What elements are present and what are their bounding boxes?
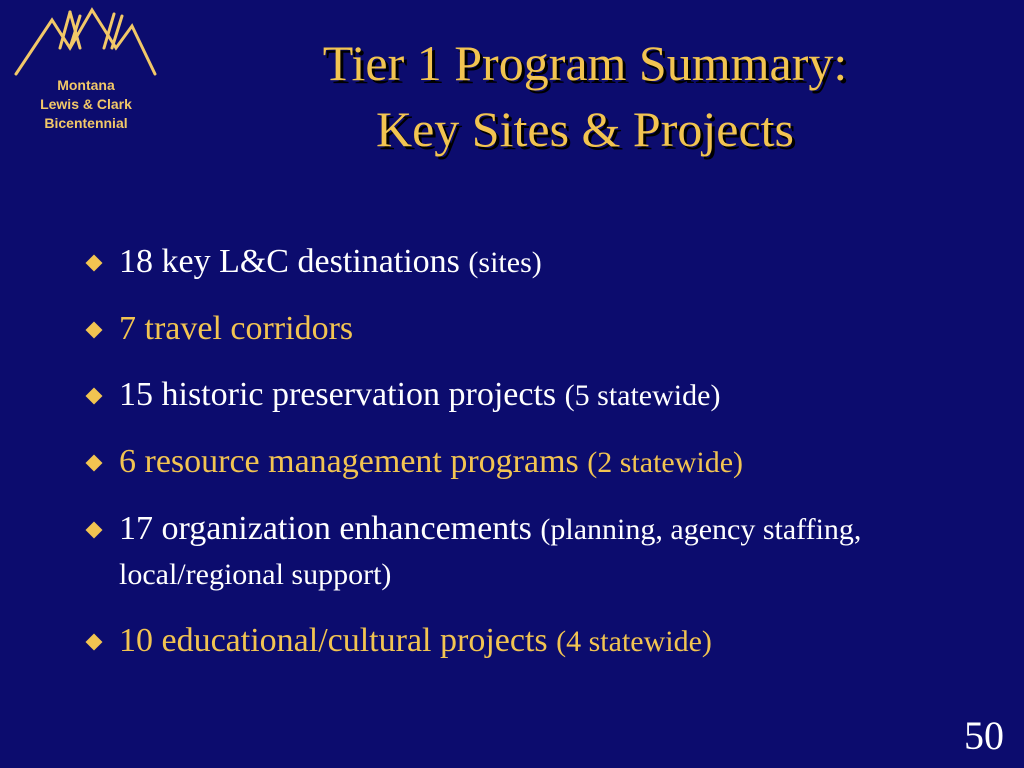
diamond-bullet-icon [86,634,102,650]
diamond-bullet-icon [86,455,102,471]
bullet-main: 10 educational/cultural projects [119,622,548,659]
bullet-item [82,373,1002,418]
bullet-list [82,240,1002,686]
bullet-item [82,240,1002,285]
diamond-bullet-icon [86,322,102,338]
logo-text: Montana Lewis & Clark Bicentennial [40,77,132,131]
mountain-logo-icon [12,6,160,78]
page-number: 50 [964,713,1004,758]
diamond-bullet-icon [86,522,102,538]
diamond-bullet-icon [86,255,102,271]
bicentennial-logo [12,6,160,146]
slide-title [180,30,990,162]
title-line-1: Tier 1 Program Summary: [322,35,848,91]
bullet-main: 15 historic preservation projects [119,376,557,413]
bullet-note: (sites) [468,246,542,279]
bullet-main: 17 organization enhancements [119,510,532,547]
bullet-main: 18 key L&C destinations [119,243,460,280]
bullet-note: (planning, agency staffing, local/regional support) [119,513,862,591]
title-line-2: Key Sites & Projects [375,101,795,157]
bullet-main: 7 travel corridors [119,310,354,347]
bullet-note: (5 statewide) [564,379,721,412]
bullet-item [82,440,1002,485]
bullet-item [82,507,1002,597]
bullet-note: (4 statewide) [556,625,712,658]
bullet-item [82,619,1002,664]
bullet-main: 6 resource management programs [119,443,579,480]
diamond-bullet-icon [86,388,102,404]
bullet-item [82,307,1002,351]
bullet-note: (2 statewide) [587,446,744,479]
